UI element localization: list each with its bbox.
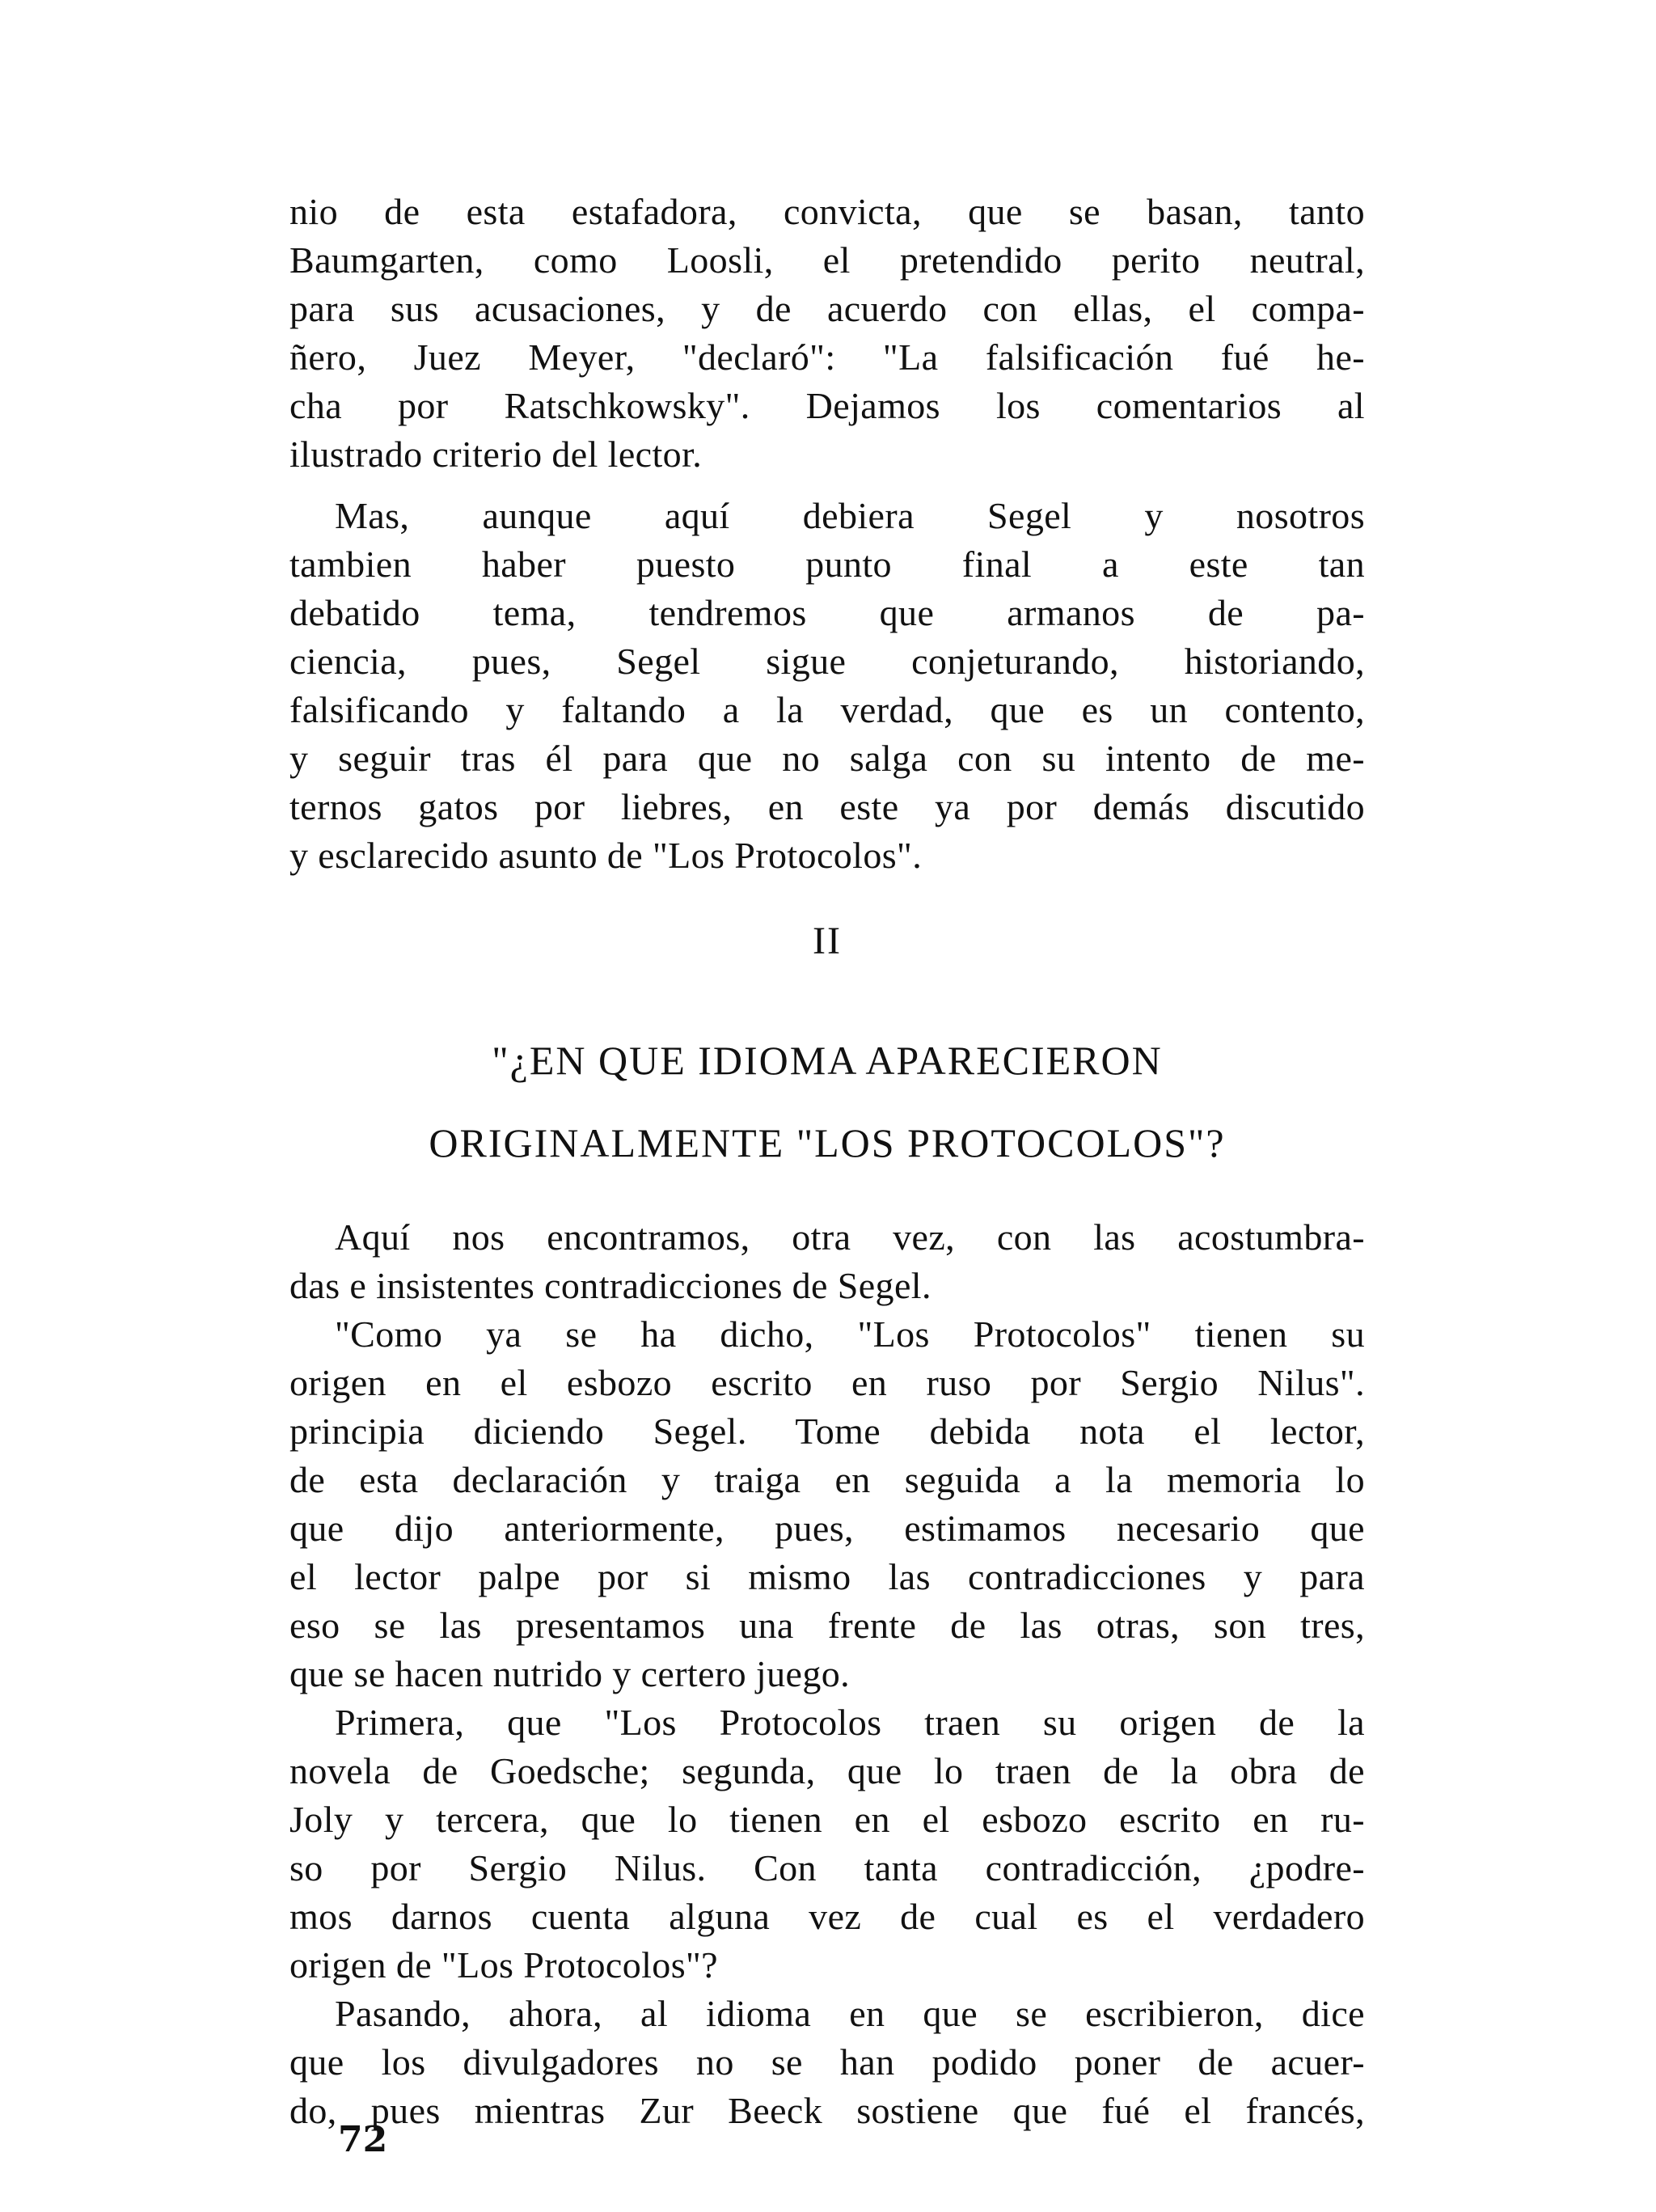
text-line: Baumgarten, como Loosli, el pretendido perito neutral, [289, 239, 1365, 281]
page-number: 72 [338, 2119, 388, 2160]
text-line: Pasando, ahora, al idioma en que se escribieron, dice [335, 1993, 1365, 2034]
text-line: ñero, Juez Meyer, "declaró": "La falsificación fué he- [289, 336, 1365, 378]
text-line: el lector palpe por si mismo las contradicciones y para [289, 1556, 1365, 1597]
text-line: debatido tema, tendremos que armanos de pa- [289, 592, 1365, 633]
section-heading-line: ORIGINALMENTE "LOS PROTOCOLOS"? [429, 1120, 1226, 1165]
text-line: mos darnos cuenta alguna vez de cual es el verdadero [289, 1896, 1365, 1937]
paragraph-4 [289, 1310, 1365, 1698]
text-line: para sus acusaciones, y de acuerdo con ellas, el compa- [289, 288, 1365, 329]
paragraph-1 [289, 188, 1365, 479]
text-line: que se hacen nutrido y certero juego. [289, 1653, 851, 1694]
text-line: do, pues mientras Zur Beeck sostiene que fué el francés, [289, 2090, 1365, 2131]
paragraph-5 [289, 1698, 1365, 1990]
text-line: origen en el esbozo escrito en ruso por Sergio Nilus". [289, 1362, 1365, 1403]
text-line: so por Sergio Nilus. Con tanta contradicción, ¿podre- [289, 1847, 1365, 1888]
text-line: tambien haber puesto punto final a este tan [289, 543, 1365, 585]
text-line: ilustrado criterio del lector. [289, 434, 703, 475]
text-line: principia diciendo Segel. Tome debida nota el lector, [289, 1411, 1365, 1452]
paragraph-3 [289, 1213, 1365, 1310]
text-line: "Como ya se ha dicho, "Los Protocolos" tienen su [335, 1313, 1365, 1355]
text-line: que los divulgadores no se han podido poner de acuer- [289, 2041, 1365, 2083]
text-line: Aquí nos encontramos, otra vez, con las acostumbra- [335, 1216, 1365, 1258]
text-line: ternos gatos por liebres, en este ya por demás discutido [289, 786, 1365, 827]
text-line: Primera, que "Los Protocolos traen su origen de la [335, 1702, 1365, 1743]
text-line: que dijo anteriormente, pues, estimamos necesario que [289, 1508, 1365, 1549]
text-line: eso se las presentamos una frente de las otras, son tres, [289, 1605, 1365, 1646]
section-number: II [813, 920, 842, 962]
section-heading-line: "¿EN QUE IDIOMA APARECIERON [492, 1038, 1163, 1083]
text-line: novela de Goedsche; segunda, que lo traen de la obra de [289, 1750, 1365, 1791]
text-line: cha por Ratschkowsky". Dejamos los comentarios al [289, 385, 1365, 426]
text-line: das e insistentes contradicciones de Segel. [289, 1265, 932, 1306]
text-line: y esclarecido asunto de "Los Protocolos". [289, 835, 923, 876]
text-line: y seguir tras él para que no salga con su intento de me- [289, 738, 1365, 779]
text-line: de esta declaración y traiga en seguida a la memoria lo [289, 1459, 1365, 1500]
section-heading [289, 1019, 1365, 1184]
text-line: origen de "Los Protocolos"? [289, 1944, 718, 1986]
text-line: Joly y tercera, que lo tienen en el esbozo escrito en ru- [289, 1799, 1365, 1840]
paragraph-6 [289, 1990, 1365, 2135]
text-line: ciencia, pues, Segel sigue conjeturando, historiando, [289, 641, 1365, 682]
text-line: nio de esta estafadora, convicta, que se basan, tanto [289, 191, 1365, 232]
text-line: falsificando y faltando a la verdad, que es un contento, [289, 689, 1365, 730]
paragraph-2 [289, 492, 1365, 880]
text-line: Mas, aunque aquí debiera Segel y nosotros [335, 495, 1365, 536]
